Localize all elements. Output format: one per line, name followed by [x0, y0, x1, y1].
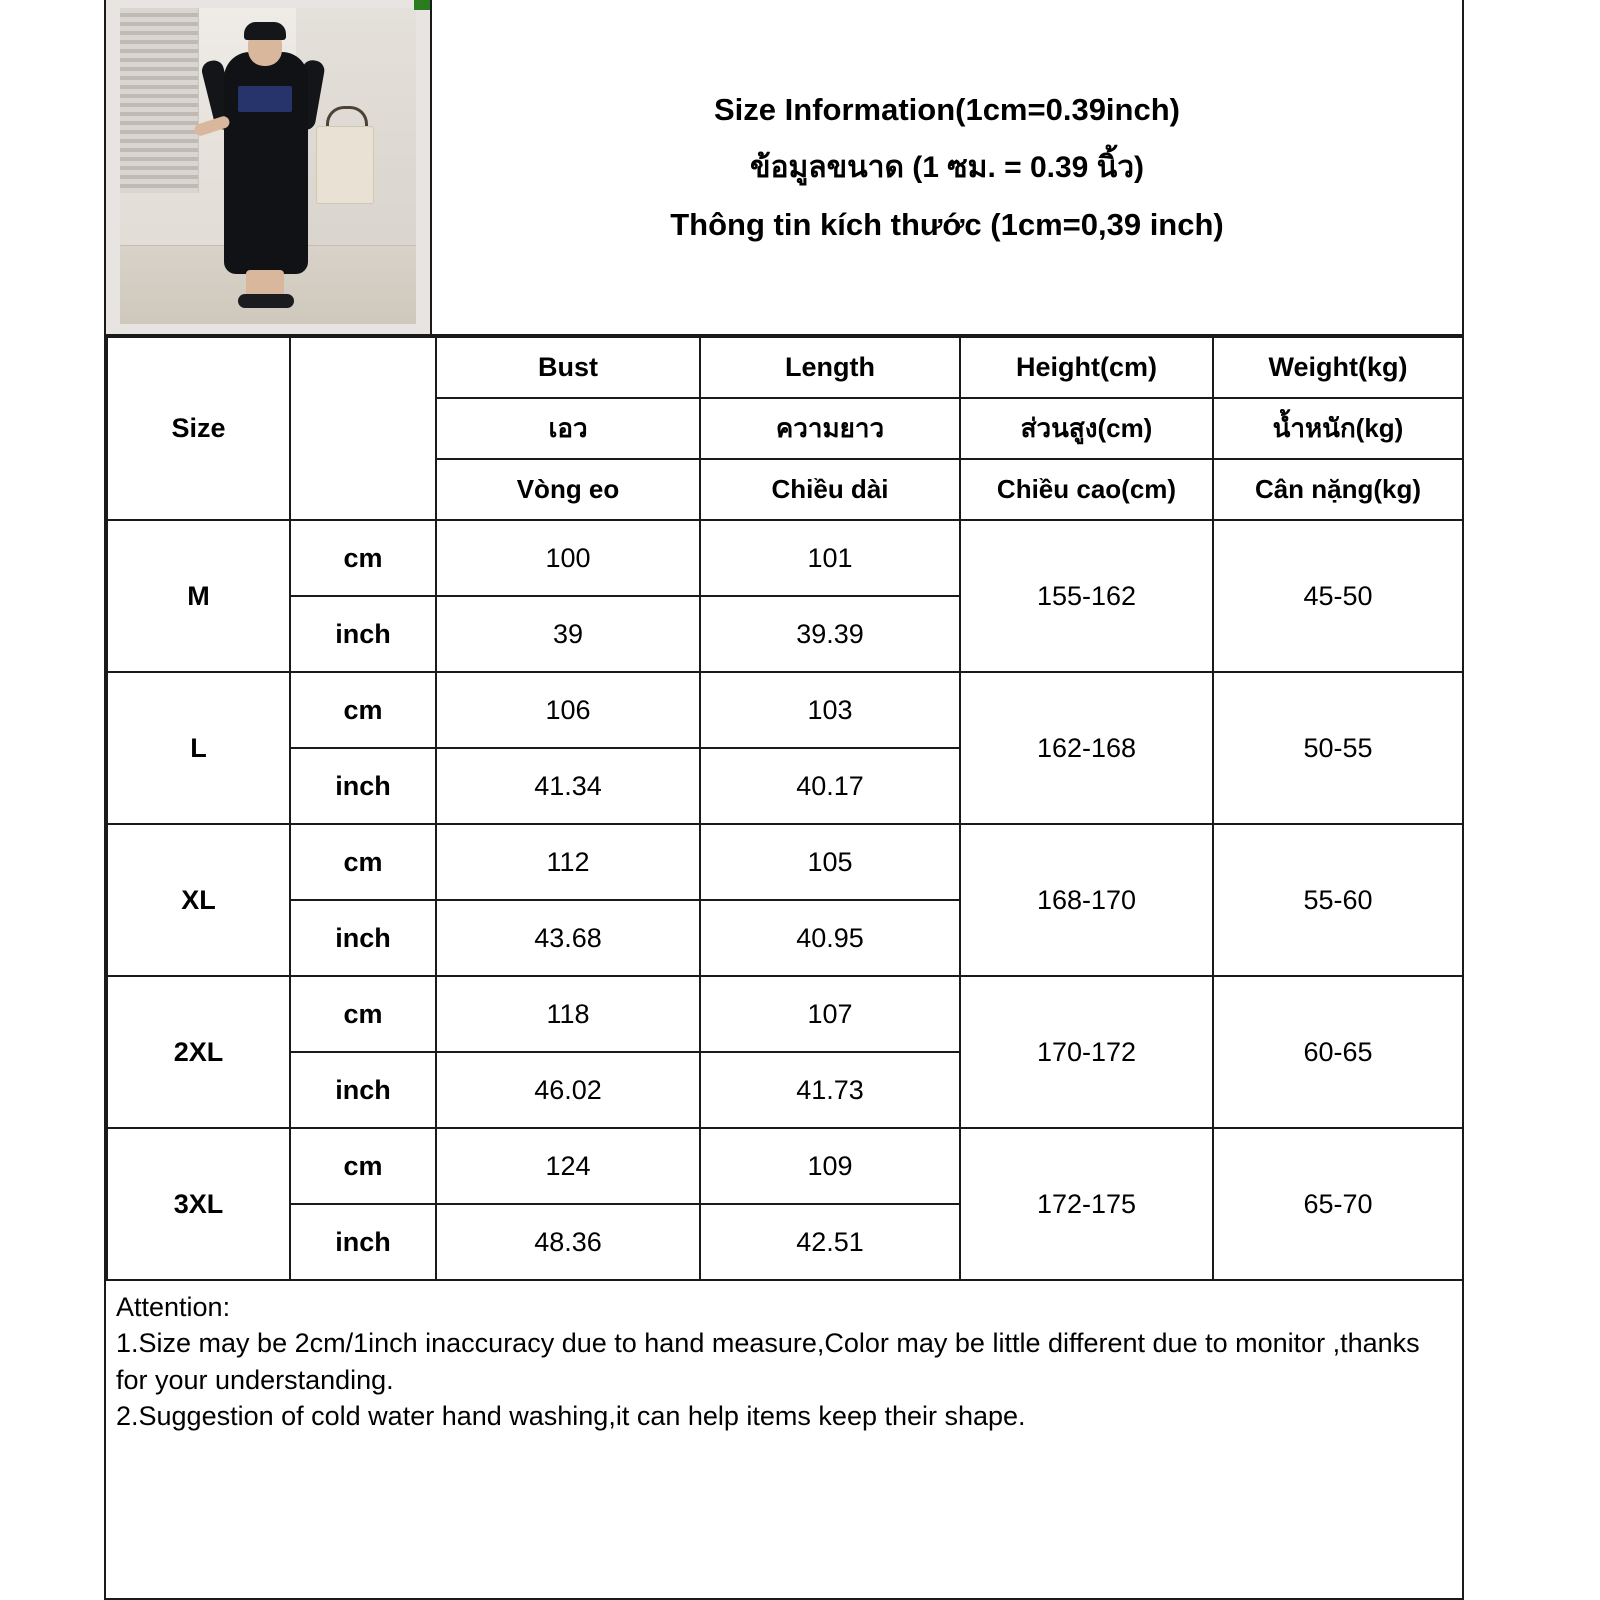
weight-xl: 55-60 — [1213, 824, 1463, 976]
length-inch-3xl: 42.51 — [700, 1204, 960, 1280]
green-corner-mark-icon — [414, 0, 430, 10]
length-inch-m: 39.39 — [700, 596, 960, 672]
attention-line-1: 1.Size may be 2cm/1inch inaccuracy due to hand measure,Color may be little different due to monitor ,thanks for your understanding. — [116, 1328, 1420, 1395]
unit-cm-m: cm — [290, 520, 436, 596]
size-value-3xl: 3XL — [107, 1128, 290, 1280]
size-value-xl: XL — [107, 824, 290, 976]
bust-cm-xl: 112 — [436, 824, 700, 900]
weight-3xl: 65-70 — [1213, 1128, 1463, 1280]
header-band — [106, 0, 1462, 336]
bust-cm-3xl: 124 — [436, 1128, 700, 1204]
table-row — [107, 1128, 1463, 1204]
window-blinds — [120, 8, 199, 193]
unit-cm-l: cm — [290, 672, 436, 748]
col-header-height-th: ส่วนสูง(cm) — [960, 398, 1213, 459]
title-vietnamese: Thông tin kích thước (1cm=0,39 inch) — [670, 206, 1224, 242]
col-header-height-vi: Chiều cao(cm) — [960, 459, 1213, 520]
product-photo — [120, 8, 416, 324]
col-header-bust-th: เอว — [436, 398, 700, 459]
weight-m: 45-50 — [1213, 520, 1463, 672]
unit-inch-m: inch — [290, 596, 436, 672]
bust-inch-l: 41.34 — [436, 748, 700, 824]
length-cm-l: 103 — [700, 672, 960, 748]
bust-inch-3xl: 48.36 — [436, 1204, 700, 1280]
height-l: 162-168 — [960, 672, 1213, 824]
bust-cm-m: 100 — [436, 520, 700, 596]
size-header-cell: Size — [107, 337, 290, 520]
unit-inch-l: inch — [290, 748, 436, 824]
unit-header-cell — [290, 337, 436, 520]
title-block — [432, 0, 1462, 334]
table-header-row-en — [107, 337, 1463, 398]
table-row — [107, 824, 1463, 900]
size-value-m: M — [107, 520, 290, 672]
table-row — [107, 976, 1463, 1052]
col-header-length-th: ความยาว — [700, 398, 960, 459]
unit-inch-3xl: inch — [290, 1204, 436, 1280]
height-m: 155-162 — [960, 520, 1213, 672]
unit-inch-2xl: inch — [290, 1052, 436, 1128]
attention-heading: Attention: — [116, 1292, 231, 1322]
length-inch-l: 40.17 — [700, 748, 960, 824]
attention-line-2: 2.Suggestion of cold water hand washing,it can help items keep their shape. — [116, 1401, 1026, 1432]
col-header-length-vi: Chiều dài — [700, 459, 960, 520]
table-row — [107, 520, 1463, 596]
bust-inch-2xl: 46.02 — [436, 1052, 700, 1128]
length-cm-3xl: 109 — [700, 1128, 960, 1204]
col-header-weight-th: น้ำหนัก(kg) — [1213, 398, 1463, 459]
title-english: Size Information(1cm=0.39inch) — [714, 91, 1180, 127]
model-cap — [244, 22, 286, 40]
col-header-bust-vi: Vòng eo — [436, 459, 700, 520]
col-header-length-en: Length — [700, 337, 960, 398]
weight-2xl: 60-65 — [1213, 976, 1463, 1128]
col-header-height-en: Height(cm) — [960, 337, 1213, 398]
bust-cm-l: 106 — [436, 672, 700, 748]
product-photo-cell — [106, 0, 432, 334]
size-table — [106, 336, 1464, 1281]
bust-inch-m: 39 — [436, 596, 700, 672]
height-2xl: 170-172 — [960, 976, 1213, 1128]
title-thai: ข้อมูลขนาด (1 ซม. = 0.39 นิ้ว) — [749, 150, 1145, 184]
size-value-2xl: 2XL — [107, 976, 290, 1128]
length-cm-m: 101 — [700, 520, 960, 596]
length-cm-2xl: 107 — [700, 976, 960, 1052]
unit-inch-xl: inch — [290, 900, 436, 976]
height-3xl: 172-175 — [960, 1128, 1213, 1280]
unit-cm-2xl: cm — [290, 976, 436, 1052]
size-value-l: L — [107, 672, 290, 824]
unit-cm-3xl: cm — [290, 1128, 436, 1204]
unit-cm-xl: cm — [290, 824, 436, 900]
col-header-weight-vi: Cân nặng(kg) — [1213, 459, 1463, 520]
col-header-weight-en: Weight(kg) — [1213, 337, 1463, 398]
attention-block — [106, 1281, 1462, 1435]
tote-bag — [316, 126, 374, 204]
length-cm-xl: 105 — [700, 824, 960, 900]
size-chart-sheet — [104, 0, 1464, 1600]
model-shoes — [238, 294, 294, 308]
dress-print-graphic — [238, 86, 292, 112]
col-header-bust-en: Bust — [436, 337, 700, 398]
table-row — [107, 672, 1463, 748]
length-inch-xl: 40.95 — [700, 900, 960, 976]
length-inch-2xl: 41.73 — [700, 1052, 960, 1128]
bust-cm-2xl: 118 — [436, 976, 700, 1052]
height-xl: 168-170 — [960, 824, 1213, 976]
weight-l: 50-55 — [1213, 672, 1463, 824]
bust-inch-xl: 43.68 — [436, 900, 700, 976]
